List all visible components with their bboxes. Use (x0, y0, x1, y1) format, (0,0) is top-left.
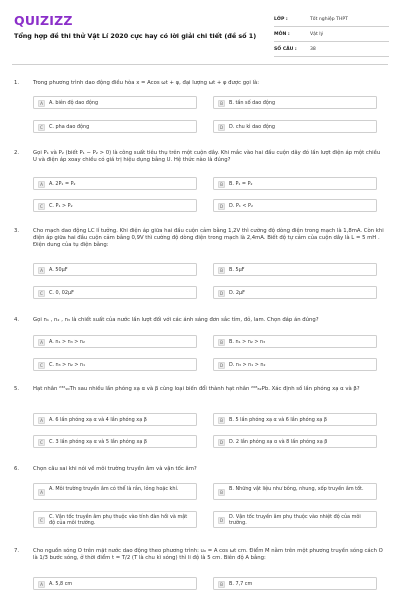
answer-option[interactable] (213, 511, 377, 528)
option-text: B. P₁ = P₂ (229, 181, 253, 187)
option-text: C. 3 lần phóng xạ α và 5 lần phóng xạ β (49, 439, 148, 445)
answer-option[interactable] (33, 177, 197, 190)
option-text: D. 2 lần phóng xạ α và 8 lần phóng xạ β (229, 439, 328, 445)
option-text: B. Những vật liệu như bông, nhung, xốp truyền âm tốt. (229, 486, 364, 492)
option-text: B. 7,7 cm (229, 581, 253, 587)
info-value: Vật lý (310, 32, 324, 37)
option-letter: A (38, 267, 45, 274)
answer-option[interactable] (33, 335, 197, 348)
info-row-subject (274, 29, 389, 42)
option-text: D. P₁ < P₂ (229, 203, 253, 209)
option-letter: D (219, 362, 224, 368)
option-text: D. chu kì dao động (229, 124, 276, 130)
option-text: D. 2μF (229, 290, 245, 296)
answer-option[interactable] (213, 286, 377, 299)
answer-option[interactable] (33, 358, 197, 371)
answer-option[interactable] (33, 286, 197, 299)
answer-option[interactable] (213, 96, 377, 109)
answer-option[interactable] (213, 263, 377, 276)
answer-option[interactable] (33, 120, 197, 133)
option-text: A. 2P₁ = P₂ (49, 181, 76, 187)
option-letter: C (38, 439, 45, 446)
answer-option[interactable] (33, 263, 197, 276)
question-number: 1. (14, 80, 20, 86)
question-text: Gọi n₁ , n₂ , n₃ là chiết suất của nước lần lượt đối với các ánh sáng đơn sắc tím, đỏ, lam. Chọn đáp án đúng? (33, 317, 319, 323)
worksheet-header (0, 0, 400, 60)
answer-option[interactable] (33, 199, 197, 212)
answer-option[interactable] (213, 577, 377, 590)
answer-option[interactable] (33, 435, 197, 448)
option-letter: B (218, 267, 225, 274)
option-text: C. n₃ > n₂ > n₁ (49, 362, 86, 368)
option-letter: D (219, 203, 224, 209)
option-letter: A (38, 339, 45, 346)
option-text: A. 50μF (49, 267, 68, 273)
answer-option[interactable] (33, 511, 197, 528)
option-letter: B (218, 339, 225, 346)
info-row-count (274, 44, 389, 57)
option-letter: C (38, 517, 45, 524)
option-text: B. 5μF (229, 267, 245, 273)
option-text: C. pha dao động (49, 124, 90, 130)
option-letter: D (219, 290, 224, 296)
answer-option[interactable] (213, 483, 377, 500)
option-letter: C (38, 203, 45, 210)
answer-option[interactable] (33, 483, 197, 500)
answer-option[interactable] (33, 96, 197, 109)
option-letter: A (38, 417, 45, 424)
answer-option[interactable] (213, 358, 377, 371)
info-value: 38 (310, 47, 316, 52)
question-text: Chọn câu sai khi nói về môi trường truyền âm và vận tốc âm? (33, 466, 197, 472)
info-label: MÔN : (274, 32, 290, 37)
option-letter: A (38, 181, 45, 188)
question-number: 3. (14, 228, 20, 234)
quizizz-logo: QUIZIZZ (14, 13, 73, 28)
answer-option[interactable] (213, 435, 377, 448)
option-letter: B (218, 100, 225, 107)
info-label: LỚP : (274, 17, 288, 22)
question-number: 5. (14, 386, 20, 392)
info-row-class (274, 14, 389, 27)
option-text: A. Môi trường truyền âm có thể là rắn, lỏng hoặc khí. (49, 486, 179, 492)
question-text: Hạt nhân ²³²₉₀Th sau nhiều lần phóng xạ α và β cùng loại biến đổi thành hạt nhân ²⁰⁸₈₂Pb. Xác định số lần phóng xạ α và β? (33, 386, 360, 392)
info-value: Tốt nghiệp THPT (310, 17, 348, 22)
option-letter: B (218, 581, 225, 588)
question-number: 2. (14, 150, 20, 156)
option-letter: A (38, 581, 45, 588)
option-text: B. tần số dao động (229, 100, 276, 106)
question-number: 7. (14, 548, 20, 554)
worksheet-title: Tổng hợp đề thi thử Vật Lí 2020 cực hay có lời giải chi tiết (đề số 1) (14, 32, 257, 40)
answer-option[interactable] (213, 413, 377, 426)
option-letter: B (218, 489, 225, 496)
option-letter: A (38, 100, 45, 107)
question-text: Trong phương trình dao động điều hòa x = Acos ωt + φ, đại lượng ωt + φ được gọi là: (33, 80, 260, 86)
answer-option[interactable] (213, 120, 377, 133)
option-letter: D (219, 517, 224, 523)
option-text: C. P₁ > P₂ (49, 203, 73, 209)
option-text: A. biên độ dao động (49, 100, 99, 106)
option-letter: D (219, 439, 224, 445)
worksheet-info (274, 14, 389, 59)
header-divider (12, 64, 388, 65)
option-text: D. Vận tốc truyền âm phụ thuộc vào nhiệt độ của môi trường. (229, 514, 361, 527)
option-text: D. n₃ > n₁ > n₂ (229, 362, 266, 368)
question-text: Gọi P₁ và P₂ (biết P₁ − P₂ > 0) là công suất tiêu thụ trên một cuộn dây. Khi mắc vào hai đầu cuộn dây đó lần lượt điện áp một chiều U và điện áp xoay chiều có giá trị hiệu dụng bằng U. Hệ thức nào là đúng? (33, 150, 381, 163)
option-letter: B (218, 417, 225, 424)
option-text: B. n₁ > n₂ > n₃ (229, 339, 266, 345)
answer-option[interactable] (213, 199, 377, 212)
answer-option[interactable] (213, 177, 377, 190)
option-text: B. 5 lần phóng xạ α và 6 lần phóng xạ β (229, 417, 327, 423)
question-number: 6. (14, 466, 20, 472)
answer-option[interactable] (33, 413, 197, 426)
option-text: C. Vận tốc truyền âm phụ thuộc vào tính đàn hồi và mật độ của môi trường. (49, 514, 188, 527)
info-label: SỐ CÂU : (274, 47, 297, 52)
option-letter: C (38, 290, 45, 297)
question-number: 4. (14, 317, 20, 323)
question-text: Cho nguồn sóng O trên mặt nước dao động theo phương trình: u₀ = A cos ωt cm. Điểm M nằm trên một phương truyền sóng cách O là 1/3 bước sóng, ở thời điểm t = T/2 (T là chu kì sóng) thì li độ là 5 cm. Biên độ A bằng: (33, 548, 383, 561)
option-text: A. n₁ > n₃ > n₂ (49, 339, 85, 345)
option-letter: C (38, 124, 45, 131)
option-letter: C (38, 362, 45, 369)
answer-option[interactable] (33, 577, 197, 590)
option-letter: A (38, 489, 45, 496)
option-letter: B (218, 181, 225, 188)
option-text: C. 0, 02μF (49, 290, 74, 296)
option-text: A. 6 lần phóng xạ α và 4 lần phóng xạ β (49, 417, 147, 423)
option-letter: D (219, 124, 224, 130)
answer-option[interactable] (213, 335, 377, 348)
question-text: Cho mạch dao động LC lí tưởng. Khi điện áp giữa hai đầu cuộn cảm bằng 1,2V thì cường độ dòng điện trong mạch là 1,8mA. Còn khi điện áp giữa hai đầu cuộn cảm bằng 0,9V thì cường độ dòng điện trong mạch là 2,4mA. Biết độ tự cảm của cuộn dây là L = 5 mH . Điện dung của tụ điện bằng: (33, 228, 384, 248)
option-text: A. 5,8 cm (49, 581, 73, 587)
